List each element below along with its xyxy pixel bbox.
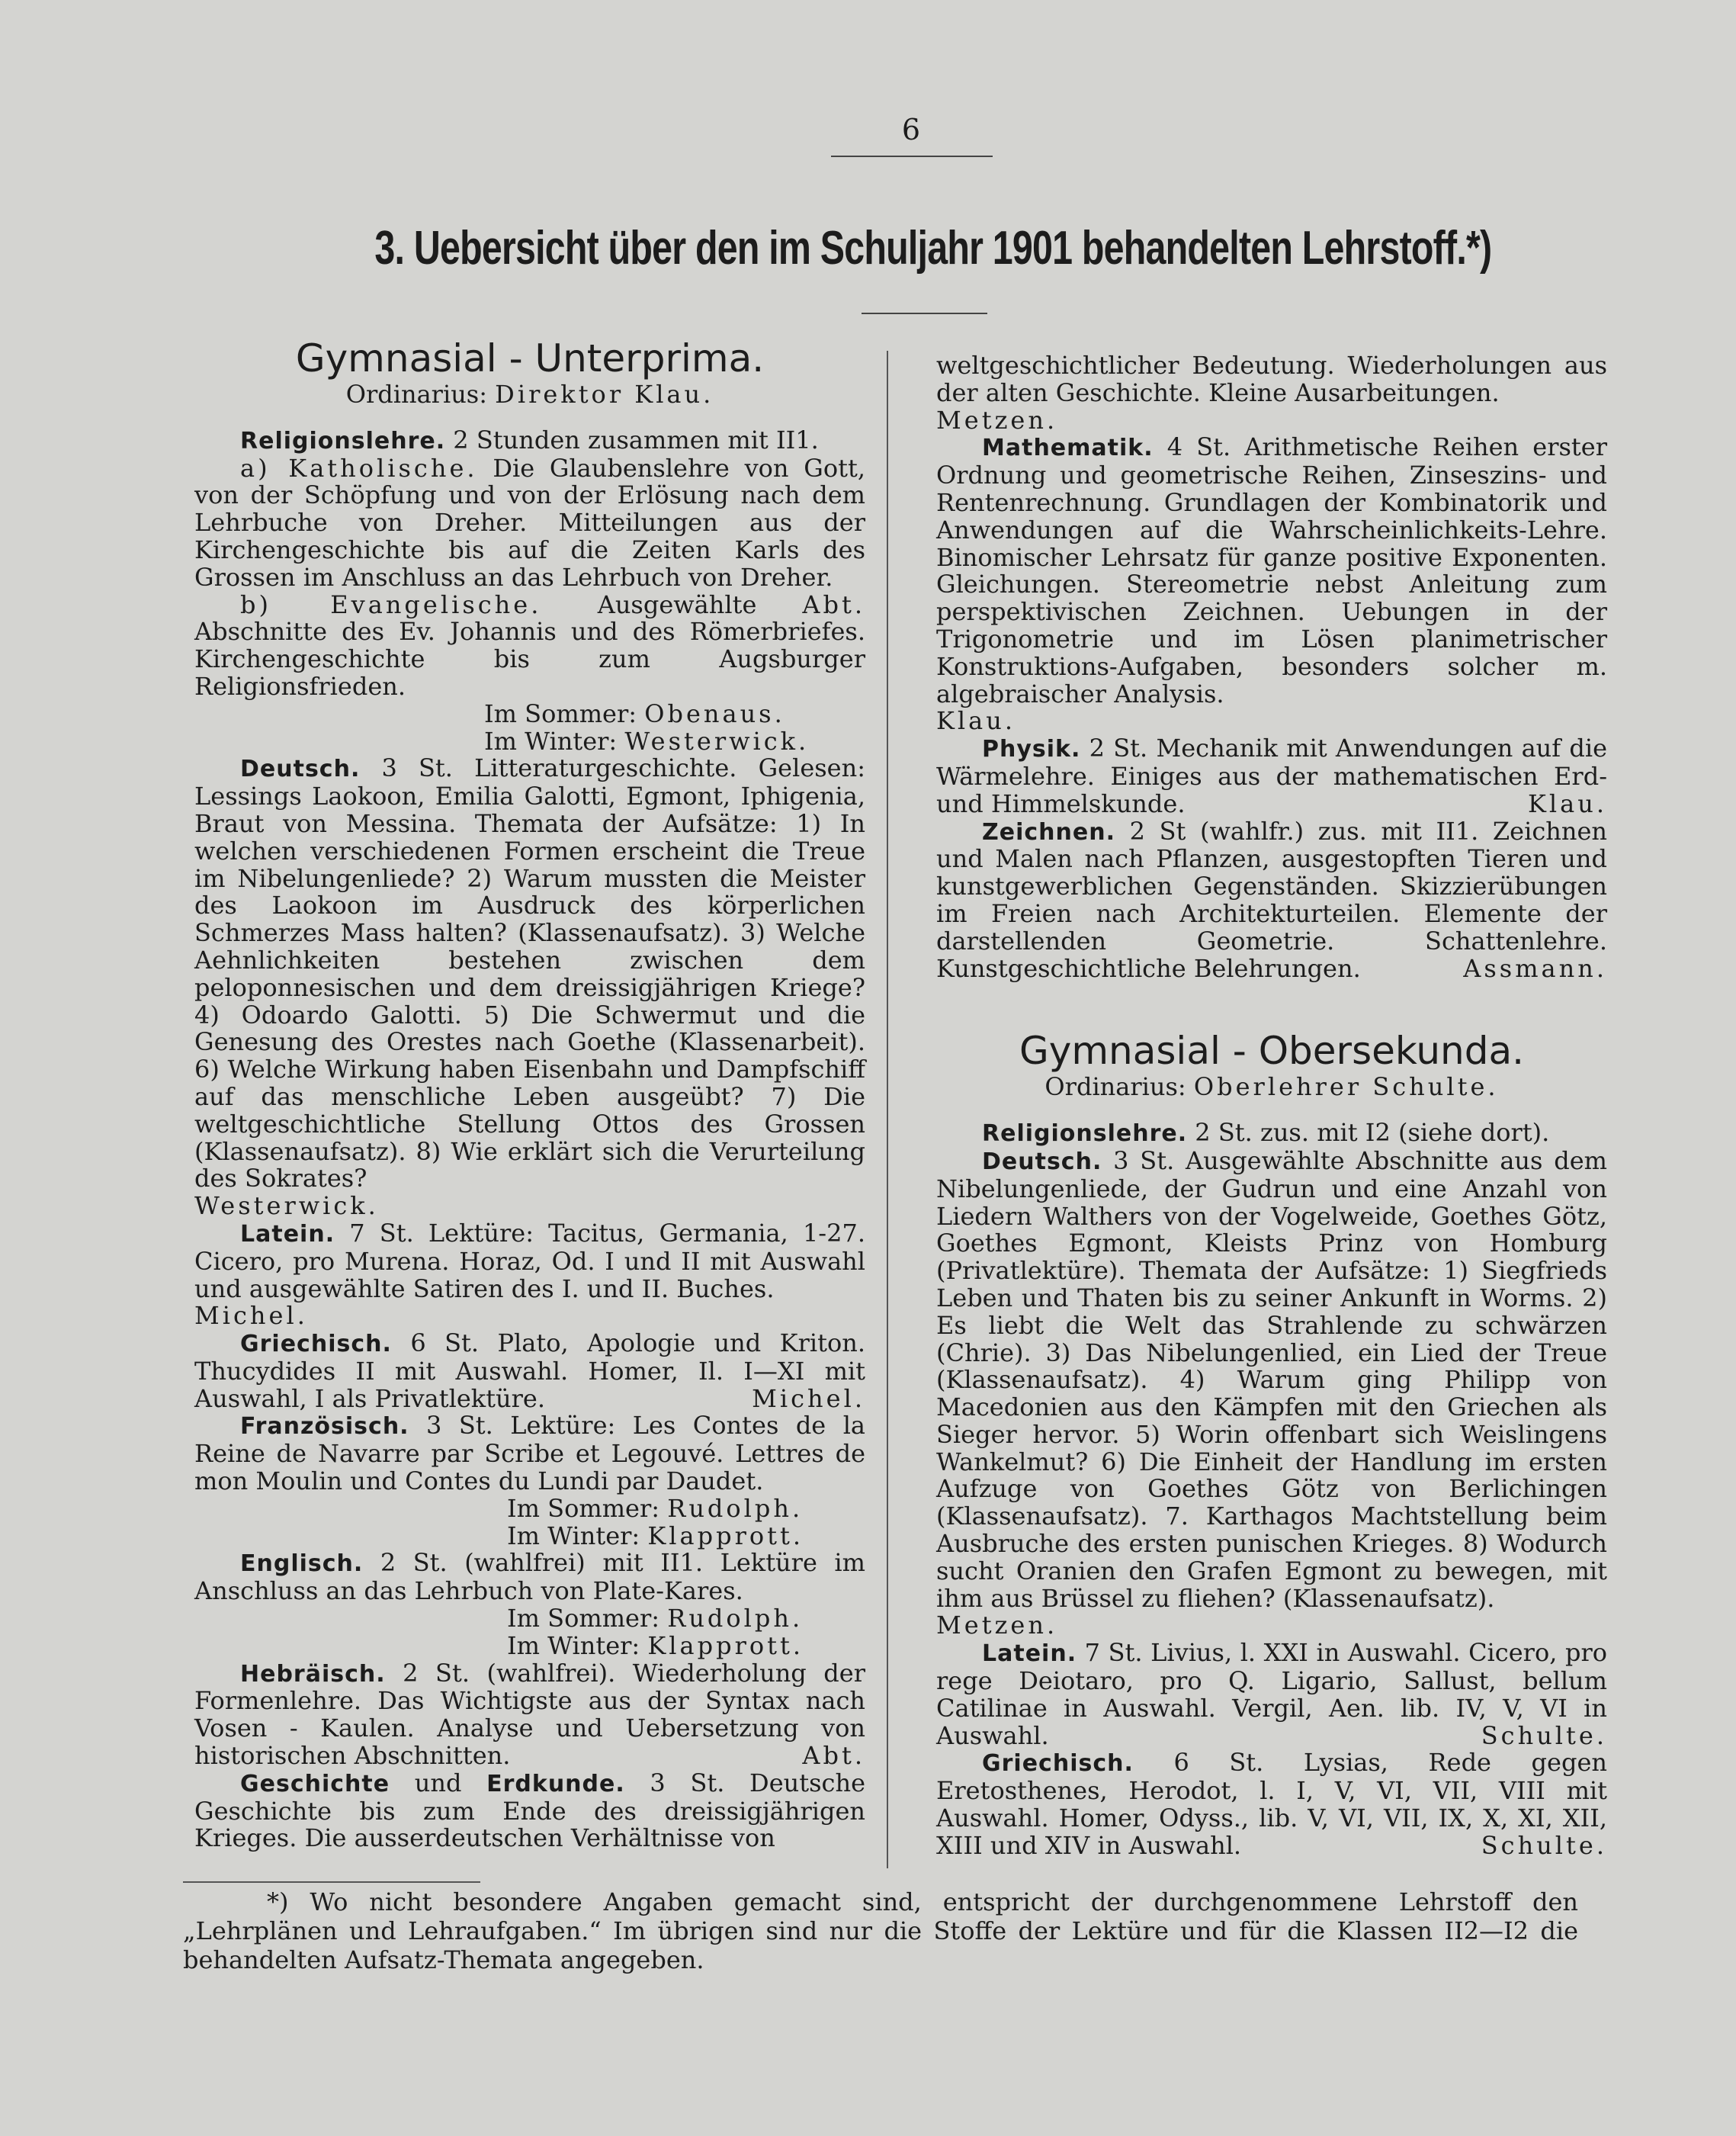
page-number-rule [831,156,993,157]
subject-heading: Latein. [982,1640,1077,1668]
catholic-text: Die Glaubenslehre von Gott, von der Schöpfung und von der Erlösung nach dem Lehrbuche von Dreher. Mitteilungen aus der Kirchengeschichte bis auf die Zeiten Karls des Grossen im Anschluss an das Lehrbuch von Dreher. [194,453,866,592]
evangelical-label: b) Evangelische. [240,589,542,619]
class-title-obersekunda: Gymnasial - Obersekunda. [1019,1029,1524,1074]
teacher-name: Westerwick. [624,726,810,756]
mathematik-section [936,434,1607,708]
teacher-summer [194,1495,865,1523]
winter-label: Im Winter: [484,726,618,756]
footnote-text: *) Wo nicht besondere Angaben gemacht sind, entspricht der durchgenommene Lehrstoff den „Lehrplänen und Lehraufgaben.“ Im übrigen sind nur die Stoffe der Lektüre und für die Klassen II2—I2 die behandelten Aufsatz-Themata angegeben. [183,1887,1578,1974]
summer-label: Im Sommer: [484,699,637,728]
subject-text: 2 St. zus. mit I2 (siehe dort). [1195,1118,1550,1148]
teacher-name: Abt. [802,1741,865,1771]
teacher-name: Michel. [194,1301,308,1331]
subject-heading: Physik. [982,736,1081,763]
ordinarius-label: Ordinarius: [1044,1072,1186,1102]
subject-heading: Erdkunde. [486,1770,625,1797]
teacher-name: Rudolph. [667,1604,804,1633]
teacher-winter [194,728,865,756]
footnote-rule [183,1881,480,1883]
teacher-name: Abt. [802,589,865,619]
subject-heading: Religionslehre. [240,427,446,455]
ordinarius-name: Oberlehrer Schulte. [1193,1072,1499,1102]
teacher-name: Michel. [752,1383,865,1413]
ordinarius-name: Direktor Klau. [495,380,714,409]
latein-section [936,1640,1607,1749]
subject-heading: Deutsch. [240,756,361,783]
subject-heading: Griechisch. [240,1331,392,1358]
teacher-name: Obenaus. [644,699,785,728]
latein-section [194,1220,865,1302]
teacher-name: Metzen. [936,405,1058,435]
geschichte-section [194,1770,865,1852]
teacher-name: Klapprott. [647,1630,804,1660]
physik-section [936,735,1607,817]
subject-text: 2 St. Mechanik mit Anwendungen auf die Wärmelehre. Einiges aus der mathematischen Erd- und Himmelskunde. [936,734,1608,818]
footnote [183,1887,1578,1974]
subject-text: 4 St. Arithmetische Reihen erster Ordnung und geometrische Reihen, Zinseszins- und Rentenrechnung. Grundlagen der Kombinatorik und Anwendungen auf die Wahrscheinlichkeits-Lehre. Binomischer Lehrsatz für ganze positive Exponenten. Gleichungen. Stereometrie nebst Anleitung zum perspektivischen Zeichnen. Uebungen in der Trigonometrie und im Lösen planimetrischer Konstruktions-Aufgaben, besonders solcher m. algebraischer Analysis. [936,432,1608,708]
griechisch-section [194,1330,865,1412]
subject-text: 7 St. Lektüre: Tacitus, Germania, 1-27. Cicero, pro Murena. Horaz, Od. I und II mit Auswahl und ausgewählte Satiren des I. und II. Buches. [194,1218,866,1303]
ordinarius-label: Ordinarius: [345,380,487,409]
religion-section [194,427,865,455]
religion-section [936,1119,1607,1148]
page-number: 6 [901,113,921,146]
subject-text: 6 St. Lysias, Rede gegen Eretosthenes, Herodot, l. I, V, VI, VII, VIII mit Auswahl. Homer, Odyss., lib. V, VI, VII, IX, X, XI, XII, XIII und XIV in Auswahl. [936,1748,1607,1860]
hebraeisch-section [194,1660,865,1770]
teacher-name: Rudolph. [667,1493,804,1523]
subject-heading: Englisch. [240,1550,364,1578]
deutsch-section [936,1145,1608,1613]
winter-label: Im Winter: [507,1521,640,1550]
evangelical-text: Ausgewählte Abschnitte des Ev. Johannis und des Römerbriefes. Kirchengeschichte bis zum Augsburger Religionsfrieden. [194,589,865,701]
subject-heading: Griechisch. [982,1750,1134,1778]
griechisch-section [936,1749,1607,1859]
main-title: 3. Uebersicht über den im Schuljahr 1901 behandelten Lehrstoff.*) [374,222,1492,275]
englisch-section [194,1550,865,1605]
ordinarius-obersekunda [936,1074,1607,1101]
subject-text: 3 St. Litteraturgeschichte. Gelesen: Lessings Laokoon, Emilia Galotti, Egmont, Iphigenia, Braut von Messina. Themata der Aufsätze: 1) In welchen verschiedenen Formen erscheint die Treue im Nibelungenliede? 2) Warum mussten die Meister des Laokoon im Ausdruck des körperlichen Schmerzes Mass halten? (Klassenaufsatz). 3) Welche Aehnlichkeiten bestehen zwischen dem peloponnesischen und dem dreissigjährigen Kriege? 4) Odoardo Galotti. 5) Die Schwermut und die Genesung des Orestes nach Goethe (Klassenarbeit). 6) Welche Wirkung haben Eisenbahn und Dampfschiff auf das menschliche Leben ausgeübt? 7) Die weltgeschichtliche Stellung Ottos des Grossen (Klassenaufsatz). 8) Wie erklärt sich die Verurteilung des Sokrates? [194,753,866,1193]
subject-heading: Deutsch. [982,1148,1102,1175]
teacher-winter [194,1630,865,1660]
teacher-name: Westerwick. [194,1191,379,1221]
subject-heading: Zeichnen. [982,818,1115,846]
subject-text: 2 Stunden zusammen mit II1. [453,425,819,455]
subject-text: 2 St. (wahlfrei) mit II1. Lektüre im Anschluss an das Lehrbuch von Plate-Kares. [194,1548,866,1606]
teacher-winter [194,1523,865,1550]
subject-heading: Religionslehre. [982,1120,1188,1148]
teacher-summer [194,701,865,728]
teacher-name: Klau. [1528,789,1607,818]
subject-heading: Mathematik. [982,435,1154,462]
subject-connector: und [414,1768,462,1797]
subject-text: 3 St. Deutsche Geschichte bis zum Ende des dreissigjährigen Krieges. Die ausserdeutschen Verhältnisse von [194,1768,865,1853]
subject-heading: Latein. [240,1220,335,1248]
teacher-name: Metzen. [936,1611,1058,1640]
summer-label: Im Sommer: [507,1604,660,1633]
subject-text: 6 St. Plato, Apologie und Kriton. Thucydides II mit Auswahl. Homer, Il. I—XI mit Auswahl, I als Privatlektüre. [194,1328,866,1413]
franzoesisch-section [194,1412,865,1495]
teacher-name: Klapprott. [647,1521,804,1550]
ordinarius-unterprima [194,381,865,409]
winter-label: Im Winter: [507,1630,640,1660]
subject-text: 7 St. Livius, l. XXI in Auswahl. Cicero, pro rege Deiotaro, pro Q. Ligario, Sallust, bellum Catilinae in Auswahl. Vergil, Aen. lib. IV, V, VI in Auswahl. [936,1638,1608,1750]
geschichte-continuation: weltgeschichtlicher Bedeutung. Wiederholungen aus der alten Geschichte. Kleine Ausarbeitungen. [936,351,1607,407]
subject-text: 2 St. (wahlfrei). Wiederholung der Formenlehre. Das Wichtigste aus der Syntax nach Vosen - Kaulen. Analyse und Uebersetzung von historischen Abschnitten. [194,1658,866,1771]
zeichnen-section [936,818,1607,983]
teacher-name: Schulte. [1481,1830,1607,1860]
catholic-label: a) Katholische. [240,453,478,483]
summer-label: Im Sommer: [507,1493,660,1523]
class-title-unterprima: Gymnasial - Unterprima. [295,336,765,381]
subject-heading: Französisch. [240,1413,409,1441]
deutsch-section [194,755,865,1193]
teacher-name: Klau. [936,706,1016,736]
subject-heading: Geschichte [240,1770,390,1797]
column-divider [887,351,888,1868]
subject-text: 2 St (wahlfr.) zus. mit II1. Zeichnen und Malen nach Pflanzen, ausgestopften Tieren und kunstgewerblichen Gegenständen. Skizzierübungen im Freien nach Architekturteilen. Elemente der darstellenden Geometrie. Schattenlehre. Kunstgeschichtliche Belehrungen. [936,816,1608,983]
title-rule [862,313,987,314]
teacher-summer [194,1605,865,1633]
subject-heading: Hebräisch. [240,1660,386,1688]
teacher-name: Schulte. [1481,1720,1607,1750]
subject-text: 3 St. Lektüre: Les Contes de la Reine de Navarre par Scribe et Legouvé. Lettres de mon Moulin und Contes du Lundi par Daudet. [194,1411,866,1496]
subject-text: 3 St. Ausgewählte Abschnitte aus dem Nibelungenliede, der Gudrun und eine Anzahl von Liedern Walthers von der Vogelweide, Goethes Götz, Goethes Egmont, Kleists Prinz von Homburg (Privatlektüre). Themata der Aufsätze: 1) Siegfrieds Leben und Thaten bis zu seiner Ankunft in Worms. 2) Es liebt die Welt das Strahlende zu schwärzen (Chrie). 3) Das Nibelungenlied, ein Lied der Treue (Klassenaufsatz). 4) Warum ging Philipp von Macedonien aus den Kämpfen mit den Griechen als Sieger hervor. 5) Worin offenbart sich Weislingens Wankelmut? 6) Die Einheit der Handlung im ersten Aufzuge von Goethes Götz von Berlichingen (Klassenaufsatz). 7. Karthagos Machtstellung beim Ausbruche des ersten punischen Krieges. 8) Wodurch sucht Oranien den Grafen Egmont zu bewegen, mit ihm aus Brüssel zu fliehen? (Klassenaufsatz). [936,1145,1608,1613]
right-column [936,352,1607,1860]
left-column [194,336,865,1852]
teacher-name: Assmann. [1463,953,1607,983]
